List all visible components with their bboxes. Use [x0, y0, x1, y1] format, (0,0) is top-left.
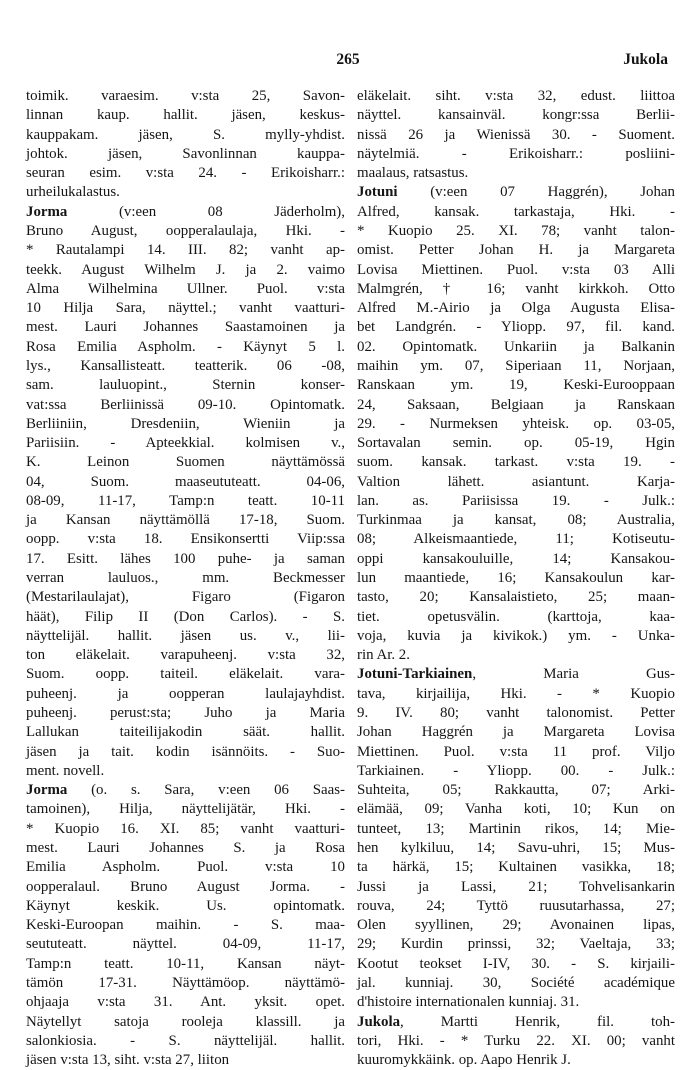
line-text: (o. s. Sara, v:een 06 Saas- [67, 782, 345, 799]
line-text: Rosa Emilia Aspholm. - Käynyt 5 l. [26, 338, 345, 355]
line-text: ja Kansan näyttämöllä 17-18, Suom. [26, 512, 345, 529]
biography-entry [26, 781, 345, 1070]
line-text: Kootut teokset I-IV, 30. - S. kirjaili- [357, 955, 675, 972]
text-line [26, 357, 345, 376]
line-text: (v:een 07 Haggrén), Johan [397, 184, 675, 201]
text-line [357, 916, 675, 935]
text-line [26, 800, 345, 819]
line-text: Sortavalan semin. op. 05-19, Hgin [357, 435, 675, 452]
line-text: tori, Hki. - * Turku 22. XI. 00; vanht [357, 1032, 675, 1049]
biography-entry [357, 1013, 675, 1070]
line-text: lys., Kansallisteatt. teatterik. 06 -08, [26, 357, 345, 374]
text-line [26, 665, 345, 684]
text-line [26, 222, 345, 241]
line-text: urheilukalastus. [26, 184, 120, 201]
line-text: Tamp:n teatt. 10-11, Kansan näyt- [26, 955, 345, 972]
line-text: johtok. jäsen, Savonlinnan kauppa- [26, 145, 345, 162]
line-text: d'histoire internationalen kunniaj. 31. [357, 994, 580, 1011]
line-text: oppi kansakouluille, 14; Kansakou- [357, 550, 675, 567]
text-line [26, 608, 345, 627]
text-line [357, 126, 675, 145]
text-line [26, 183, 345, 202]
text-line [26, 106, 345, 125]
entry-name: Jukola [357, 1013, 401, 1030]
line-text: Johan Haggrén ja Margareta Lovisa [357, 724, 675, 741]
line-text: lan. as. Pariisissa 19. - Julk.: [357, 492, 675, 509]
line-text: Suhteita, 05; Rakkautta, 07; Arki- [357, 782, 675, 799]
biography-entry [357, 183, 675, 665]
line-text: rouva, 24; Tyttö ruusutarhassa, 27; [357, 897, 675, 914]
line-text: 29; Kurdin prinssi, 32; Vaeltaja, 33; [357, 936, 675, 953]
line-text: Lovisa Miettinen. Puol. v:sta 03 Alli [357, 261, 675, 278]
text-line [26, 318, 345, 337]
biography-entry [26, 87, 345, 203]
line-text: Valtion lähett. asiantunt. Karja- [357, 473, 675, 490]
text-line [26, 1032, 345, 1051]
line-text: 24, Saksaan, Belgiaan ja Ranskaan [357, 396, 675, 413]
line-text: tunteet, 13; Martinin rikos, 14; Mie- [357, 820, 675, 837]
text-line [357, 164, 675, 183]
line-text: 29. - Nurmeksen yhteisk. op. 03-05, [357, 415, 675, 432]
line-text: * Kuopio 16. XI. 85; vanht vaatturi- [26, 820, 345, 837]
line-text: näyttelijäl. hallit. jäsen us. v., lii- [26, 627, 345, 644]
line-text: Malmgrén, † 16; vanht kirkkoh. Otto [357, 280, 675, 297]
text-line [357, 550, 675, 569]
text-line [357, 183, 675, 202]
line-text: bet Landgrén. - Yliopp. 97, fil. kand. [357, 319, 675, 336]
text-line [357, 299, 675, 318]
line-text: voja, kuvia ja kivikok.) ym. - Unka- [357, 627, 675, 644]
line-text: (v:een 08 Jäderholm), [67, 203, 345, 220]
line-text: salonkiosia. - S. näyttelijäl. hallit. [26, 1032, 345, 1049]
line-text: oopp. v:sta 18. Ensikonsertti Viip:ssa [26, 531, 345, 548]
text-line [26, 974, 345, 993]
text-line [26, 434, 345, 453]
line-text: näytelmiä. - Erikoisharr.: posliini- [357, 145, 675, 162]
line-text: Näytellyt satoja rooleja klassill. ja [26, 1013, 345, 1030]
line-text: näyttel. kansainväl. kongr:ssa Berlii- [357, 107, 675, 124]
line-text: mest. Lauri Johannes Saastamoinen ja [26, 319, 345, 336]
text-line [357, 415, 675, 434]
text-line [26, 704, 345, 723]
line-text: Tarkiainen. - Yliopp. 00. - Julk.: [357, 762, 675, 779]
line-text: jal. kunniaj. 30, Société académique [357, 974, 675, 991]
line-text: maalaus, ratsastus. [357, 165, 469, 182]
text-line [26, 1051, 345, 1070]
text-line [26, 569, 345, 588]
text-line [357, 608, 675, 627]
text-line [357, 261, 675, 280]
text-line [357, 858, 675, 877]
text-line [357, 87, 675, 106]
text-line [357, 723, 675, 742]
text-line [357, 974, 675, 993]
line-text: tava, kirjailija, Hki. - * Kuopio [357, 685, 675, 702]
text-line [357, 145, 675, 164]
line-text: , Maria Gus- [472, 666, 675, 683]
line-text: puheenj. perust:sta; Juho ja Maria [26, 705, 345, 721]
text-line [26, 916, 345, 935]
text-line [26, 241, 345, 260]
entry-name: Jotuni-Tarkiainen [357, 666, 473, 683]
line-text: sam. lauluopint., Sternin konser- [26, 377, 345, 394]
text-line [357, 338, 675, 357]
text-line [357, 897, 675, 916]
text-line [26, 762, 345, 781]
text-line [357, 839, 675, 858]
line-text: tasto, 20; Kansalaistieto, 25; maan- [357, 589, 675, 606]
line-text: * Kuopio 25. XI. 78; vanht talon- [357, 222, 675, 239]
line-text: * Rautalampi 14. III. 82; vanht ap- [26, 242, 345, 259]
text-line [26, 164, 345, 183]
line-text: Keski-Euroopan maihin. - S. maa- [26, 917, 345, 934]
biography-entry [357, 87, 675, 183]
line-text: toimik. varaesim. v:sta 25, Savon- [26, 88, 345, 104]
line-text: vat:ssa Berliinissä 09-10. Opintomatk. [26, 396, 345, 413]
line-text: ment. novell. [26, 762, 105, 779]
line-text: Bruno August, oopperalaulaja, Hki. - [26, 222, 345, 239]
line-text: lun maantiede, 16; Kansakoulun kar- [357, 570, 675, 587]
line-text: Käynyt keskik. Us. opintomatk. [26, 897, 345, 914]
line-text: , Martti Henrik, fil. toh- [400, 1013, 675, 1030]
line-text: 9. IV. 80; vanht talonomist. Petter [357, 705, 675, 721]
line-text: ta härkä, 15; Kultainen vasikka, 18; [357, 859, 675, 876]
line-text: 08-09, 11-17, Tamp:n teatt. 10-11 [26, 492, 345, 509]
text-line [357, 820, 675, 839]
text-line [357, 627, 675, 646]
line-text: tamoinen), Hilja, näyttelijätär, Hki. - [26, 801, 345, 818]
line-text: Miettinen. Puol. v:sta 11 prof. Viljo [357, 743, 675, 760]
text-line [26, 897, 345, 916]
line-text: 08; Alkeismaantiede, 11; Kotiseutu- [357, 531, 675, 548]
text-line [26, 415, 345, 434]
line-text: Berliiniin, Dresdeniin, Wieniin ja [26, 415, 345, 432]
line-text: suom. kansak. tarkast. v:sta 19. - [357, 454, 675, 471]
line-text: oopperalaul. Bruno August Jorma. - [26, 878, 345, 895]
line-text: tämön 17-31. Näyttämöop. näyttämö- [26, 974, 345, 991]
line-text: 17. Esitt. lähes 100 puhe- ja saman [26, 550, 345, 567]
line-text: linnan kaup. hallit. jäsen, keskus- [26, 107, 345, 124]
line-text: Pariisiin. - Apteekkial. kolmisen v., [26, 435, 345, 452]
text-line [357, 396, 675, 415]
line-text: Turkinmaa ja kansat, 08; Australia, [357, 512, 675, 529]
text-line [357, 222, 675, 241]
left-column [26, 87, 345, 1070]
text-line [357, 743, 675, 762]
text-line [357, 878, 675, 897]
line-text: Alfred, kansak. tarkastaja, Hki. - [357, 203, 675, 220]
text-line [26, 781, 345, 800]
running-head: Jukola [623, 51, 668, 68]
line-text: Lallukan taiteilijakodin säät. hallit. [26, 724, 345, 741]
line-text: 10 Hilja Sara, näyttel.; vanht vaatturi- [26, 300, 345, 317]
text-line [26, 338, 345, 357]
text-line [357, 800, 675, 819]
entry-name: Jotuni [357, 184, 398, 201]
line-text: jäsen ja tait. kodin isännöits. - Suo- [26, 743, 345, 760]
text-line [357, 646, 675, 665]
text-line [26, 145, 345, 164]
text-line [357, 588, 675, 607]
text-line [357, 453, 675, 472]
text-line [357, 492, 675, 511]
line-text: nissä 26 ja Wienissä 30. - Suoment. [357, 126, 675, 143]
text-line [26, 685, 345, 704]
text-line [26, 646, 345, 665]
line-text: 02. Opintomatk. Unkariin ja Balkanin [357, 338, 675, 355]
biography-entry [357, 665, 675, 1012]
line-text: eläkelait. siht. v:sta 32, edust. liittoa [357, 88, 675, 104]
text-line [26, 299, 345, 318]
line-text: (Mestarilaulajat), Figaro (Figaron [26, 589, 345, 606]
text-line [357, 762, 675, 781]
text-line [26, 87, 345, 106]
text-line [26, 530, 345, 549]
text-line [357, 993, 675, 1012]
text-line [26, 473, 345, 492]
page-number: 265 [336, 51, 360, 68]
text-line [26, 743, 345, 762]
text-line [26, 627, 345, 646]
text-line [26, 935, 345, 954]
line-text: K. Leinon Suomen näyttämössä [26, 454, 345, 471]
line-text: kuuromykkäink. op. Aapo Henrik J. [357, 1052, 571, 1069]
line-text: verran lauluos., mm. Beckmesser [26, 570, 345, 587]
line-text: Ranskaan ym. 19, Keski-Eurooppaan [357, 377, 675, 394]
text-line [26, 550, 345, 569]
text-line [357, 955, 675, 974]
text-line [26, 839, 345, 858]
text-line [26, 453, 345, 472]
line-text: maihin ym. 07, Siperiaan 11, Norjaan, [357, 357, 675, 374]
line-text: hen kylkiluu, 14; Savu-uhri, 15; Mus- [357, 839, 675, 856]
text-line [26, 955, 345, 974]
entry-name: Jorma [26, 203, 68, 220]
line-text: tiet. opetusvälin. (karttoja, kaa- [357, 608, 675, 625]
line-text: Alfred M.-Airio ja Olga Augusta Elisa- [357, 300, 675, 317]
line-text: elämää, 09; Vanha koti, 10; Kun on [357, 801, 675, 818]
line-text: teekk. August Wilhelm J. ja 2. vaimo [26, 261, 345, 278]
text-line [26, 878, 345, 897]
text-line [26, 858, 345, 877]
line-text: häät), Filip II (Don Carlos). - S. [26, 608, 345, 625]
line-text: Alma Wilhelmina Ullner. Puol. v:sta [26, 280, 345, 297]
line-text: Suom. oopp. taiteil. eläkelait. vara- [26, 666, 345, 683]
text-line [26, 820, 345, 839]
text-line [357, 473, 675, 492]
text-line [26, 588, 345, 607]
text-line [26, 396, 345, 415]
text-line [357, 280, 675, 299]
text-line [26, 492, 345, 511]
text-line [357, 376, 675, 395]
line-text: Emilia Aspholm. Puol. v:sta 10 [26, 859, 345, 876]
text-line [26, 126, 345, 145]
text-line [357, 1013, 675, 1032]
text-line [357, 781, 675, 800]
text-line [26, 993, 345, 1012]
entry-name: Jorma [26, 782, 68, 799]
line-text: ohjaaja v:sta 31. Ant. yksit. opet. [26, 994, 345, 1011]
line-text: seuran esim. v:sta 24. - Erikoisharr.: [26, 165, 345, 182]
text-line [357, 685, 675, 704]
text-line [357, 511, 675, 530]
line-text: 04, Suom. maaseututeatt. 04-06, [26, 473, 345, 490]
line-text: Olen syyllinen, 29; Avonainen lipas, [357, 917, 675, 934]
text-line [26, 1013, 345, 1032]
biography-entry [26, 203, 345, 781]
text-line [357, 241, 675, 260]
text-line [26, 723, 345, 742]
line-text: ton eläkelait. varapuheenj. v:sta 32, [26, 647, 345, 664]
line-text: jäsen v:sta 13, siht. v:sta 27, liiton [26, 1052, 230, 1069]
text-line [357, 665, 675, 684]
text-line [357, 357, 675, 376]
text-line [357, 106, 675, 125]
text-line [357, 1051, 675, 1070]
line-text: kauppakam. jäsen, S. mylly-yhdist. [26, 126, 345, 143]
text-line [357, 569, 675, 588]
line-text: mest. Lauri Johannes S. ja Rosa [26, 839, 345, 856]
text-line [26, 511, 345, 530]
line-text: Jussi ja Lassi, 21; Tohvelisankarin [357, 878, 675, 895]
text-line [357, 530, 675, 549]
text-line [357, 203, 675, 222]
text-line [26, 261, 345, 280]
text-line [357, 1032, 675, 1051]
right-column [357, 87, 675, 1070]
text-line [357, 434, 675, 453]
text-line [357, 935, 675, 954]
text-line [26, 376, 345, 395]
text-line [357, 318, 675, 337]
line-text: rin Ar. 2. [357, 647, 410, 664]
line-text: omist. Petter Johan H. ja Margareta [357, 242, 675, 259]
line-text: puheenj. ja oopperan laulajayhdist. [26, 685, 345, 702]
line-text: seututeatt. näyttel. 04-09, 11-17, [26, 936, 345, 953]
text-line [26, 203, 345, 222]
text-line [357, 704, 675, 723]
text-line [26, 280, 345, 299]
